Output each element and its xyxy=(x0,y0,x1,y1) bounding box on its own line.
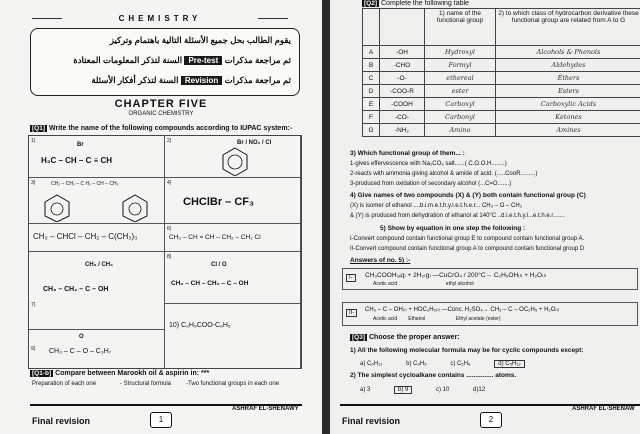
option-b: b) C₆H₆ xyxy=(406,361,427,367)
cell-substituent: Cl / O xyxy=(211,262,227,268)
question-1-number: [Q1] xyxy=(32,125,45,132)
page-number: 2 xyxy=(480,412,502,428)
chapter-title: CHAPTER FIVE xyxy=(114,98,208,110)
row-name: Carboxyl xyxy=(425,98,496,111)
section-4-title: 4) Give names of two compounds (X) & (Y) both contain functional group (C) xyxy=(350,192,586,199)
cell-number: 2) xyxy=(167,138,172,144)
row-letter: C xyxy=(363,72,380,85)
compound-cell xyxy=(165,252,301,304)
cell-formula: CHClBr – CF₃ xyxy=(183,196,255,208)
cell-formula: CH₃ – CHCl – CH₂ – C(CH₃)₃ xyxy=(33,232,138,241)
benzene-ring-icon xyxy=(215,142,255,176)
option-c: c) C₅H₈ xyxy=(450,361,471,367)
table-row xyxy=(363,124,640,137)
answers-label: Answers of no. 5) :- xyxy=(350,257,411,264)
right-page xyxy=(330,0,640,434)
row-name: Amino xyxy=(425,124,496,137)
header-letter xyxy=(363,9,380,46)
compound-cell xyxy=(29,178,165,224)
question-2-text: Complete the following table xyxy=(381,0,469,7)
cell-substituent: O xyxy=(79,334,84,340)
cell-number: 8) xyxy=(167,254,172,260)
cell-formula: C₂H₅COO-C₆H₅ xyxy=(181,322,231,329)
question-1b xyxy=(30,370,209,377)
functional-groups-table xyxy=(362,8,640,137)
cell-number: 4) xyxy=(167,180,172,186)
cell-formula: H₃C – CH – C ≡ CH xyxy=(41,156,113,165)
question-1 xyxy=(30,125,292,132)
section-4-item-y: & (Y) is produced from dehydration of ethanol at 140°C ..d.i.e.t.h.y.l...e.t.h.e.r....... xyxy=(350,213,565,219)
cell-formula-line xyxy=(169,322,231,329)
question-1b-text: Compare between Marookh oil & aspirin in: *** xyxy=(55,370,210,377)
table-row xyxy=(363,111,640,124)
section-3-item-2: 2-reacts with ammonia giving alcohol & amide of acid. (.....CooR.........) xyxy=(350,171,538,177)
section-3-item-1: 1-gives effervescence with Na₂CO₃ salt......( C.O.O.H........) xyxy=(350,161,507,167)
cell-number: 9) xyxy=(31,346,36,352)
question-2-number: [Q2] xyxy=(364,0,377,7)
option-d: d)12 xyxy=(473,387,486,393)
compound-cell xyxy=(29,136,165,178)
row-name: ester xyxy=(425,85,496,98)
row-name: ethereal xyxy=(425,72,496,85)
compound-cell xyxy=(165,224,301,252)
compound-cell xyxy=(165,304,301,368)
question-3-number: [Q3] xyxy=(352,334,365,341)
option-a: a) 3 xyxy=(360,387,371,393)
section-3-item-3: 3-produced from oxidation of secondary alcohol (...C=O.......) xyxy=(350,181,512,187)
question-3-text: Choose the proper answer: xyxy=(369,334,460,341)
cell-formula: CH₂ – CH₂ – C H₂ – CH – CH₃ xyxy=(51,181,119,187)
row-letter: D xyxy=(363,85,380,98)
table-header-row xyxy=(363,9,640,46)
question-3-1-options xyxy=(360,360,547,368)
instructions-box xyxy=(30,28,300,96)
instruction-2b: السنة لتذكر المعلومات المعتادة xyxy=(73,55,183,65)
table-row xyxy=(363,98,640,111)
row-letter: A xyxy=(363,46,380,59)
question-3-2-options xyxy=(360,386,507,394)
equation-1-number: I- xyxy=(346,274,356,282)
option-d-selected: d) C₅H₁₂ xyxy=(494,360,524,368)
row-letter: B xyxy=(363,59,380,72)
row-group: -COO-R xyxy=(380,85,425,98)
cell-number: 1) xyxy=(31,138,36,144)
compare-item-2: - Structural formula xyxy=(120,381,172,387)
question-3 xyxy=(350,334,460,341)
row-class: Ethers xyxy=(496,72,640,85)
equation-2-number: II- xyxy=(346,309,357,317)
page-number: 1 xyxy=(150,412,172,428)
header-group xyxy=(380,9,425,46)
section-5-item-2: II-Convert compound contain functional group A to compound contain functional group D xyxy=(350,246,585,252)
row-class: Carboxylic Acids xyxy=(496,98,640,111)
row-class: Amines xyxy=(496,124,640,137)
footer-title: Final revision xyxy=(342,416,401,426)
question-3-1: 1) All the following molecular formula may be for cyclic compounds except: xyxy=(350,347,584,354)
compound-cell xyxy=(165,136,301,178)
instruction-line-1: يقوم الطالب بحل جميع الأسئلة التالية باهتمام وتركيز xyxy=(109,35,291,45)
table-row xyxy=(363,85,640,98)
row-class: Esters xyxy=(496,85,640,98)
compare-item-3: -Two functional groups in each one xyxy=(186,381,280,387)
equation-1-box xyxy=(342,268,638,290)
cell-substituent: Br xyxy=(77,142,84,148)
equation-2-box xyxy=(342,302,638,326)
option-b-selected: b) 9 xyxy=(394,386,412,394)
cell-formula: CH₃ – CH = CH – CH₂ – CH₂ Cl xyxy=(169,234,261,241)
question-1-text: Write the name of the following compounds according to IUPAC system:- xyxy=(49,125,293,132)
row-letter: F xyxy=(363,111,380,124)
header-class: 2) to which class of hydrocarbon derivative these functional group are related from A to G xyxy=(496,9,640,46)
question-3-2: 2) The simplest cycloalkane contains ............... atoms. xyxy=(350,372,517,379)
row-letter: G xyxy=(363,124,380,137)
cell-number: 7) xyxy=(31,302,36,308)
compound-cell xyxy=(29,224,165,252)
header-name: 1) name of the functional group xyxy=(425,9,496,46)
book-gutter xyxy=(322,0,330,434)
equation-2: CH₃ – C – OH₍ₗ₎ + HOC₂H₅₍ₗ₎ —Conc. H₂SO₄→ CH₃ – C – OC₂H₅ + H₂O₍ₗ₎ xyxy=(365,307,560,313)
row-group: -CO- xyxy=(380,111,425,124)
instruction-2a: ثم مراجعة مذكرات xyxy=(224,55,291,65)
question-1b-number: [Q1-b] xyxy=(32,370,52,377)
cell-substituent: CH₃ / CH₃ xyxy=(85,262,113,268)
section-5-title: 5) Show by equation in one step the following : xyxy=(380,225,526,232)
row-name: Formyl xyxy=(425,59,496,72)
row-group: -OH xyxy=(380,46,425,59)
compare-item-1: Preparation of each one xyxy=(32,381,97,387)
equation-1-labels: Acetic acid ethyl alcohol xyxy=(373,281,474,287)
author-name: ASHRAF EL-SHENAWY xyxy=(232,406,299,412)
option-c: c) 10 xyxy=(436,387,450,393)
instruction-3b: السنة لتذكر أفكار الأسئلة xyxy=(91,75,179,85)
section-3-title: 3) Which functional group of them... : xyxy=(350,150,465,157)
table-row xyxy=(363,46,640,59)
row-name: Hydroxyl xyxy=(425,46,496,59)
table-row xyxy=(363,59,640,72)
revision-tag: Revision xyxy=(181,76,222,85)
cell-formula: CH₃ – CH₂ – C – OH xyxy=(43,286,109,293)
footer-title: Final revision xyxy=(32,416,91,426)
author-name: ASHRAF EL-SHENAW xyxy=(572,406,635,412)
question-2 xyxy=(362,0,469,7)
compound-cell xyxy=(29,330,165,368)
subject-header: CHEMISTRY xyxy=(60,14,260,23)
cell-number: 10) xyxy=(169,322,180,329)
cell-formula: Br / NO₂ / Cl xyxy=(237,140,272,146)
equation-2-labels: Acetic acid Ethanol Ethyl acetate (ester) xyxy=(373,316,501,322)
cell-number: 6) xyxy=(167,226,172,232)
row-class: Alcohols & Phenols xyxy=(496,46,640,59)
row-name: Carbonyl xyxy=(425,111,496,124)
row-group: -CHO xyxy=(380,59,425,72)
compounds-grid xyxy=(28,135,302,369)
row-group: -O- xyxy=(380,72,425,85)
row-group: -COOH xyxy=(380,98,425,111)
instruction-line-3 xyxy=(91,75,291,86)
cell-number: 3) xyxy=(31,180,36,186)
benzene-pair-icon xyxy=(35,192,163,222)
cell-formula: CH₃ – CH – CH₂ – C – OH xyxy=(171,280,249,287)
table-row xyxy=(363,72,640,85)
row-group: -NH₂ xyxy=(380,124,425,137)
section-4-item-x: (X) is isomer of ethanol ....b.i.m.e.t.h.y.l.e.t.h.e.r... CH₃ – O – CH₃ xyxy=(350,203,523,209)
row-class: Ketones xyxy=(496,111,640,124)
instruction-3a: ثم مراجعة مذكرات xyxy=(224,75,291,85)
pretest-tag: Pre-test xyxy=(184,56,222,65)
compound-cell xyxy=(29,252,165,330)
section-5-item-1: I-Convert compound contain functional group E to compound contain functional group A. xyxy=(350,236,585,242)
compound-cell xyxy=(165,178,301,224)
cell-formula: CH₃ – C – O – C₃H₇ xyxy=(49,348,112,355)
equation-1: CH₃COOH₍ₐq₎ + 2H₂₍g₎ —CuCrO₄ / 200°C→ C₂H₅OH₍ₗ₎ + H₂O₍ₗ₎ xyxy=(365,272,547,279)
row-letter: E xyxy=(363,98,380,111)
instruction-line-2 xyxy=(73,55,291,66)
option-a: a) C₆H₁₂ xyxy=(360,361,383,367)
row-class: Aldehydes xyxy=(496,59,640,72)
chapter-subtitle: ORGANIC CHEMISTRY xyxy=(128,111,194,117)
